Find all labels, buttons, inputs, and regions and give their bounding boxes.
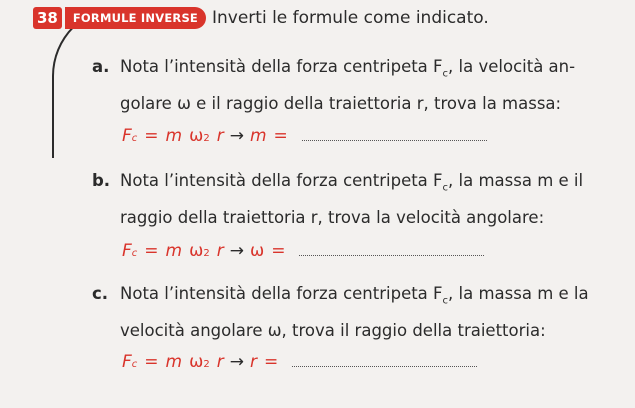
- formula-omega: ω: [189, 126, 204, 146]
- formula-target: m: [249, 126, 267, 146]
- formula-sub: c: [131, 359, 138, 370]
- formula-c: [122, 352, 477, 372]
- formula-target: ω: [249, 241, 265, 261]
- formula-force: F: [122, 241, 132, 261]
- item-text-line2: raggio della traiettoria r, trova la velocità angolare:: [120, 208, 545, 228]
- answer-blank[interactable]: [299, 241, 484, 256]
- formula-sub: c: [131, 133, 138, 144]
- item-letter: b.: [92, 171, 111, 190]
- item-letter: c.: [92, 284, 109, 303]
- formula-equals-2: =: [263, 352, 279, 372]
- formula-target: r: [249, 352, 257, 372]
- item-text-line1-end: , la massa m e il: [448, 171, 584, 190]
- formula-sup: 2: [203, 133, 210, 144]
- item-text-sub: c: [442, 295, 449, 307]
- item-text-sub: c: [442, 182, 449, 194]
- item-text-sub: c: [442, 68, 449, 80]
- exercise-instruction: Inverti le formule come indicato.: [211, 8, 489, 28]
- formula-mass: m: [165, 241, 183, 261]
- item-text-line2: velocità angolare ω, trova il raggio della traiettoria:: [120, 321, 546, 341]
- formula-omega: ω: [189, 352, 204, 372]
- item-text-line1: Nota l’intensità della forza centripeta F: [120, 57, 443, 76]
- formula-sub: c: [131, 248, 138, 259]
- arrow-icon: →: [229, 241, 244, 261]
- formula-force: F: [122, 352, 132, 372]
- item-letter: a.: [92, 57, 110, 76]
- formula-radius: r: [216, 126, 224, 146]
- formula-radius: r: [216, 241, 224, 261]
- arrow-icon: →: [229, 352, 244, 372]
- item-c: [92, 279, 622, 346]
- formula-equals-2: =: [271, 241, 286, 261]
- formula-sup: 2: [203, 359, 210, 370]
- item-text-line2: golare ω e il raggio della traiettoria r, trova la massa:: [120, 94, 562, 114]
- formula-mass: m: [165, 126, 183, 146]
- formula-b: [122, 241, 484, 261]
- item-text-line1: Nota l’intensità della forza centripeta F: [120, 284, 443, 303]
- formula-sup: 2: [203, 248, 210, 259]
- item-a: [92, 52, 622, 119]
- formula-mass: m: [165, 352, 183, 372]
- answer-blank[interactable]: [292, 352, 477, 367]
- formula-equals: =: [144, 352, 159, 372]
- formula-equals-2: =: [273, 126, 288, 146]
- exercise-number-badge: 38: [33, 7, 62, 29]
- item-text-line1-end: , la velocità an-: [448, 57, 576, 76]
- item-b: [92, 166, 622, 233]
- item-text-line1: Nota l’intensità della forza centripeta F: [120, 171, 443, 190]
- exercise-header: [33, 4, 489, 32]
- formula-equals: =: [144, 126, 159, 146]
- item-text-line1-end: , la massa m e la: [448, 284, 589, 303]
- formula-omega: ω: [189, 241, 204, 261]
- formula-equals: =: [144, 241, 159, 261]
- arrow-icon: →: [229, 126, 244, 146]
- answer-blank[interactable]: [302, 126, 487, 141]
- formula-a: [122, 126, 487, 146]
- formula-force: F: [122, 126, 132, 146]
- formula-radius: r: [216, 352, 224, 372]
- exercise-tag-badge: FORMULE INVERSE: [65, 7, 206, 29]
